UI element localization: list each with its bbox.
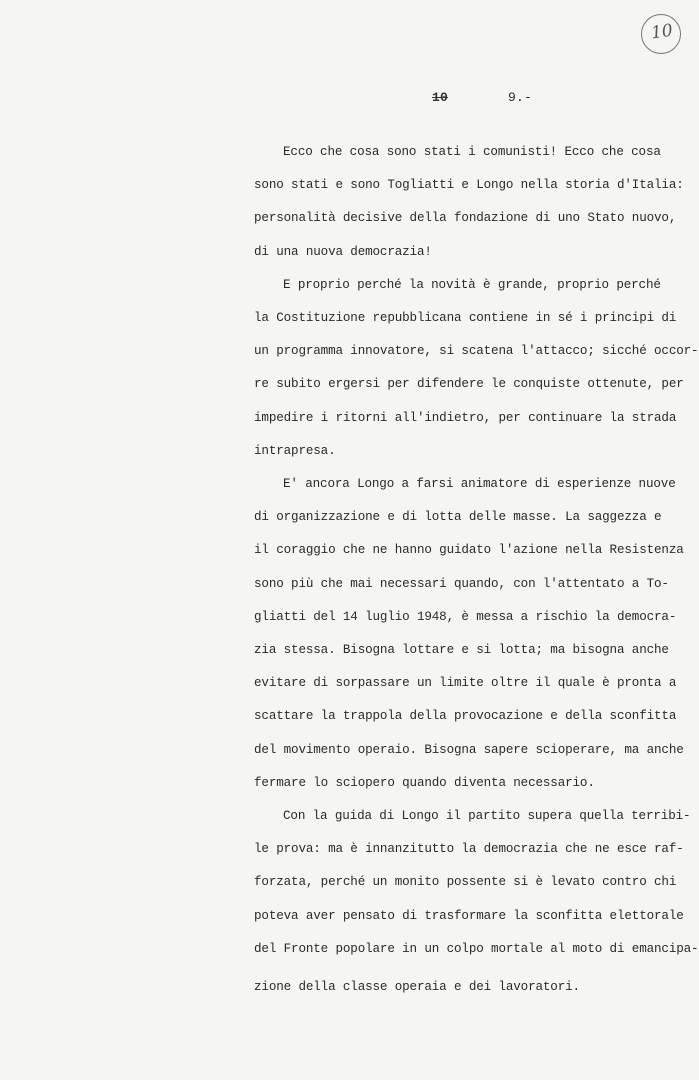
text-line: E proprio perché la novità è grande, proprio perché [283,277,661,292]
text-line: sono stati e sono Togliatti e Longo nella storia d'Italia: [254,178,684,193]
text-line: sono più che mai necessari quando, con l'attentato a To- [254,576,669,591]
text-line: intrapresa. [254,443,336,458]
text-line: di organizzazione e di lotta delle masse. La saggezza e [254,510,662,525]
text-line: del Fronte popolare in un colpo mortale al moto di emancipa- [254,941,699,956]
text-line: Ecco che cosa sono stati i comunisti! Ecco che cosa [283,145,661,159]
text-line: Con la guida di Longo il partito supera quella terribi- [283,809,691,824]
text-line: personalità decisive della fondazione di uno Stato nuovo, [254,211,677,226]
struck-page-number: 10 [432,90,449,105]
text-line: re subito ergersi per difendere le conquiste ottenute, per [254,377,684,392]
text-line: le prova: ma è innanzitutto la democrazia che ne esce raf- [254,842,684,857]
paragraph [254,800,699,1004]
text-line: evitare di sorpassare un limite oltre il quale è pronta a [254,676,677,691]
body-text [254,136,699,1004]
page-number: 9.- [508,90,533,105]
text-line: del movimento operaio. Bisogna sapere scioperare, ma anche [254,742,684,757]
page-stamp [641,14,681,54]
text-line: un programma innovatore, si scatena l'attacco; sicché occor- [254,344,699,359]
text-line: zione della classe operaia e dei lavoratori. [254,980,580,995]
text-line: forzata, perché un monito possente si è levato contro chi [254,875,677,890]
text-line: la Costituzione repubblicana contiene in sé i principi di [254,311,677,326]
text-line: il coraggio che ne hanno guidato l'azione nella Resistenza [254,543,684,558]
paragraph [254,269,699,468]
text-line: gliatti del 14 luglio 1948, è messa a rischio la democra- [254,609,677,624]
text-line: fermare lo sciopero quando diventa necessario. [254,775,595,790]
text-line: di una nuova democrazia! [254,244,432,259]
text-line: zia stessa. Bisogna lottare e si lotta; ma bisogna anche [254,643,669,658]
paragraph [254,136,684,269]
paragraph [254,468,684,800]
text-line: E' ancora Longo a farsi animatore di esperienze nuove [283,477,676,492]
text-line: scattare la trappola della provocazione e della sconfitta [254,709,677,724]
text-line: impedire i ritorni all'indietro, per continuare la strada [254,410,677,425]
text-line: poteva aver pensato di trasformare la sconfitta elettorale [254,908,684,923]
stamp-number: 10 [649,20,675,44]
